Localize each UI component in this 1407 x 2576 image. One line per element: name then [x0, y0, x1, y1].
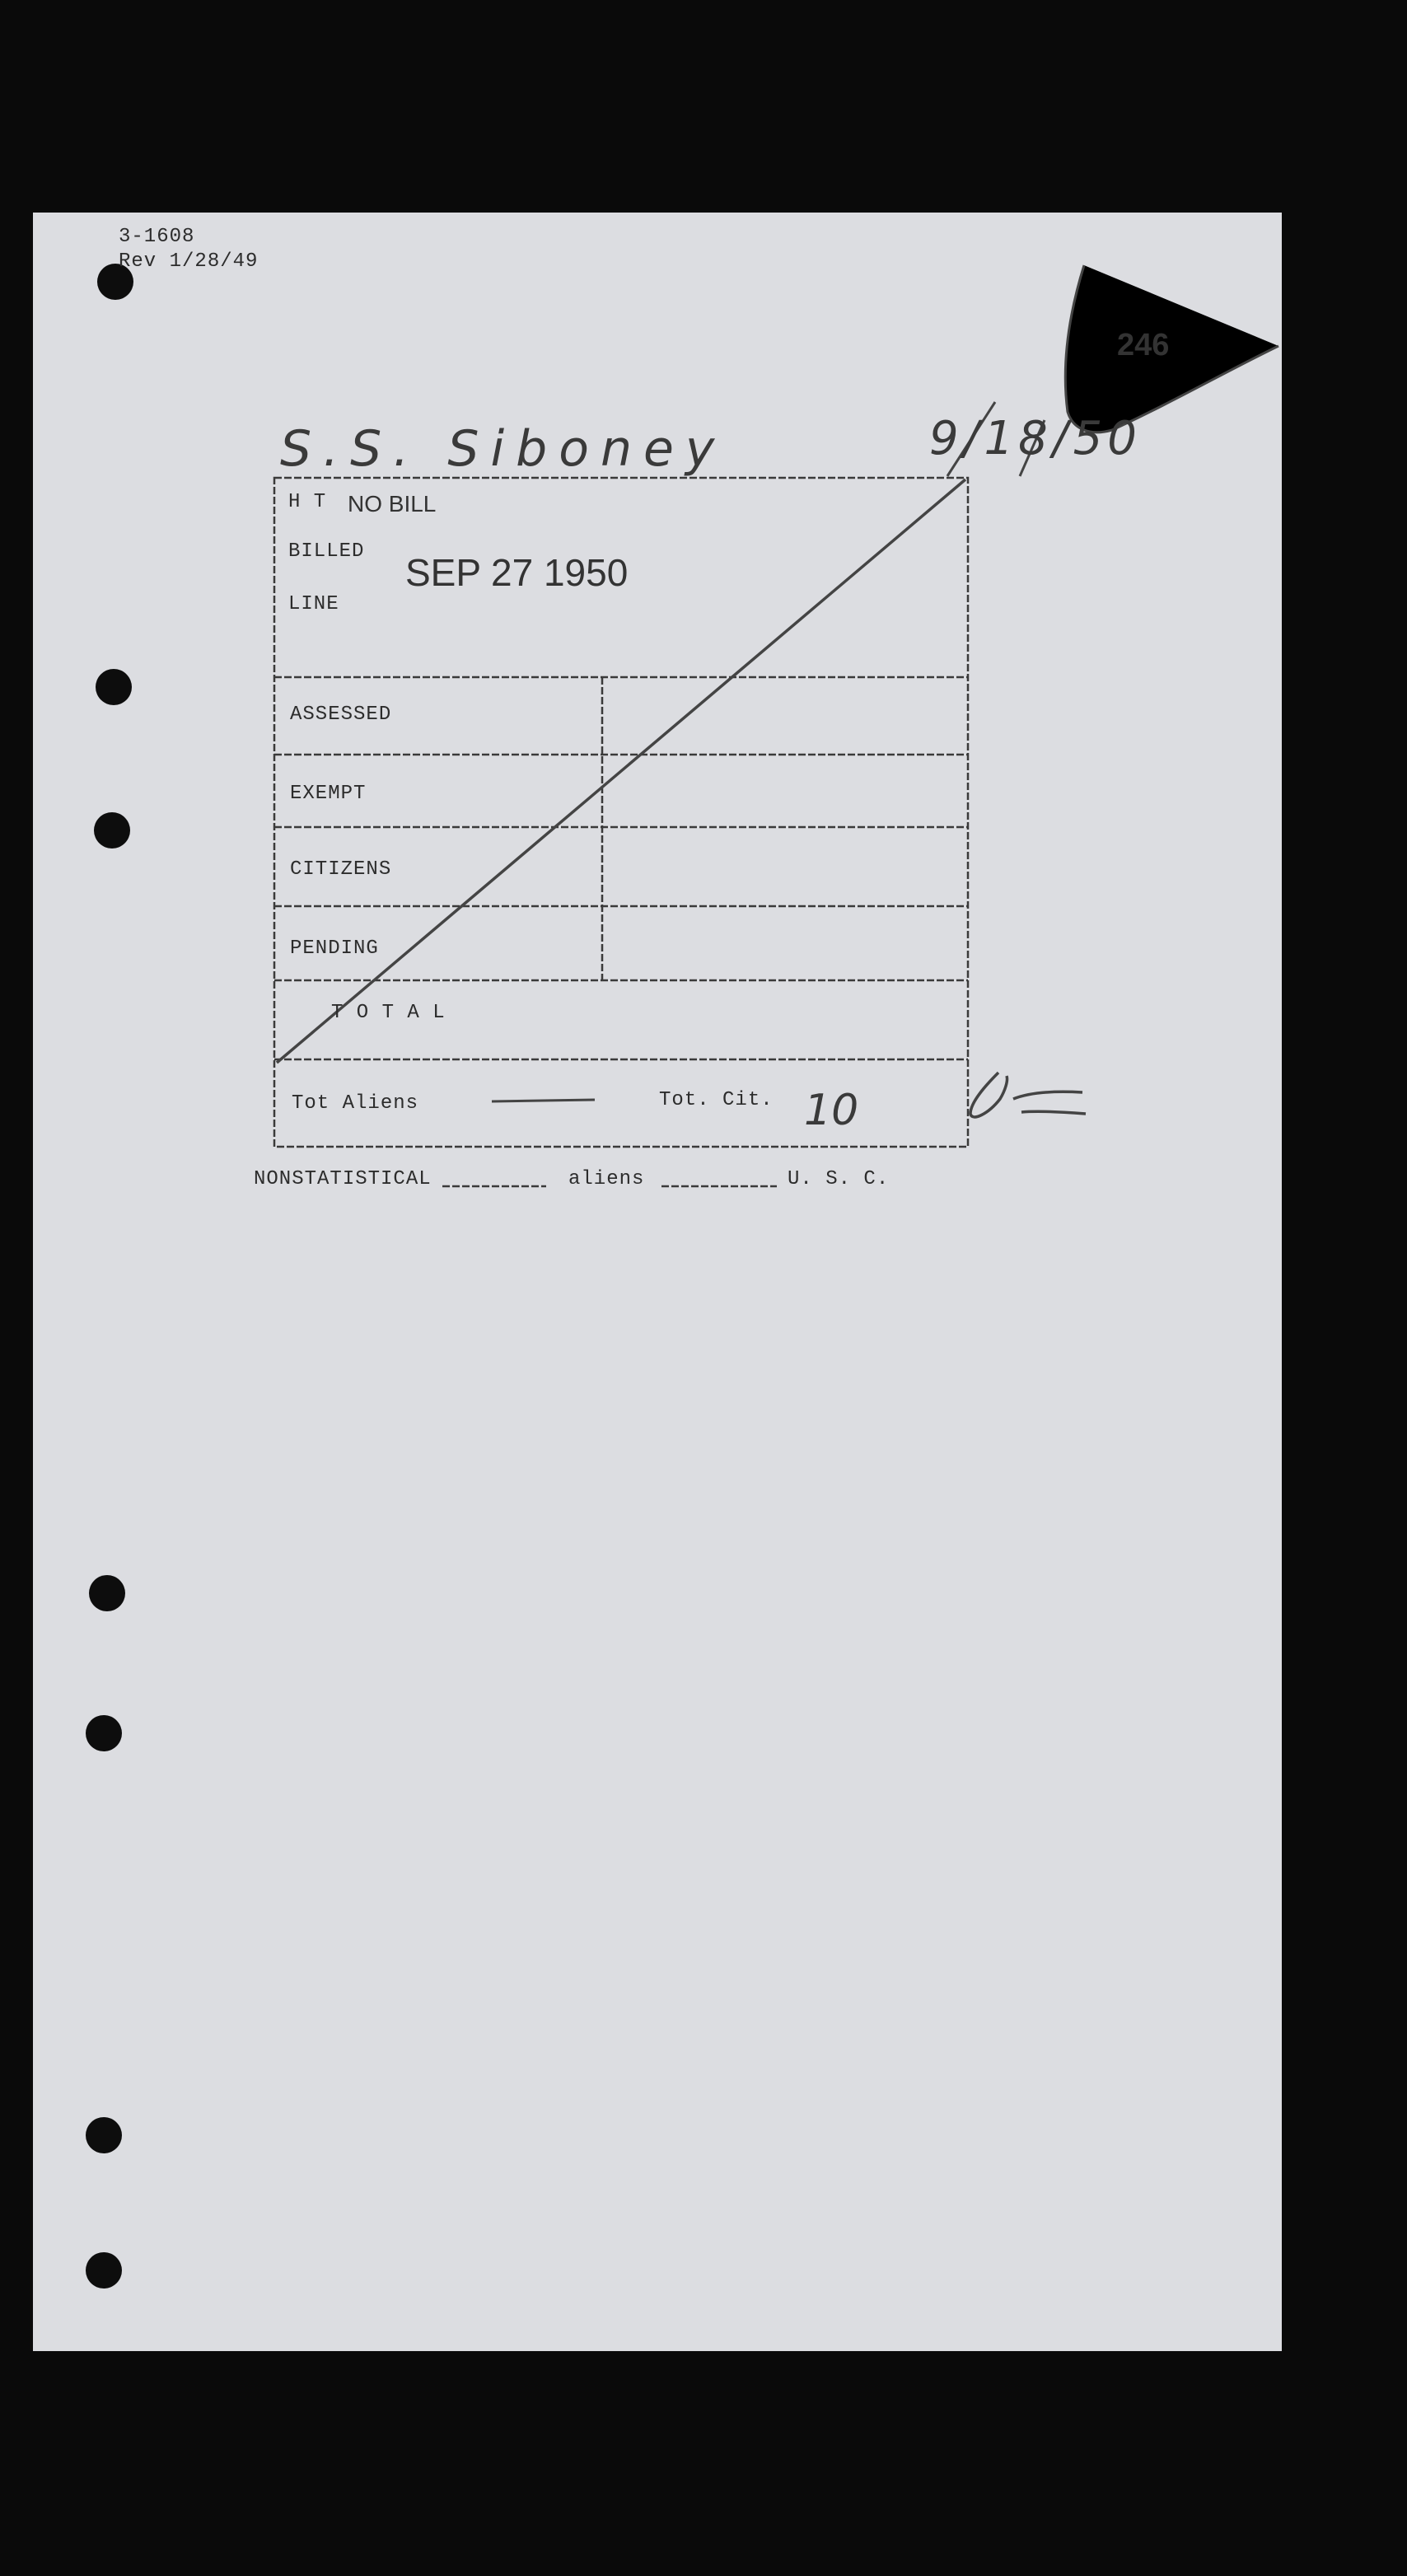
ht-label: H T [288, 491, 327, 513]
vessel-name: S.S. Siboney [280, 420, 727, 478]
total-label: T O T A L [331, 1002, 446, 1024]
form-number: 3-1608 [119, 226, 195, 248]
form-revision: Rev 1/28/49 [119, 250, 259, 273]
row-citizens: CITIZENS [290, 858, 392, 881]
handwritten-date: 9/18/50 [929, 412, 1142, 465]
aliens-label: aliens [568, 1168, 645, 1190]
tot-cit-value: 10 [804, 1086, 859, 1135]
row-assessed: ASSESSED [290, 704, 392, 726]
no-bill-stamp: NO BILL [348, 491, 437, 517]
usc-label: U. S. C. [788, 1168, 890, 1190]
row-exempt: EXEMPT [290, 783, 367, 805]
page-number: 246 [1117, 328, 1170, 362]
line-label: LINE [288, 593, 339, 615]
date-stamp: SEP 27 1950 [405, 551, 629, 594]
nonstatistical-label: NONSTATISTICAL [254, 1168, 432, 1190]
billed-label: BILLED [288, 540, 365, 563]
tot-cit-label: Tot. Cit. [659, 1089, 774, 1111]
tot-aliens-label: Tot Aliens [292, 1092, 419, 1115]
row-pending: PENDING [290, 937, 379, 960]
